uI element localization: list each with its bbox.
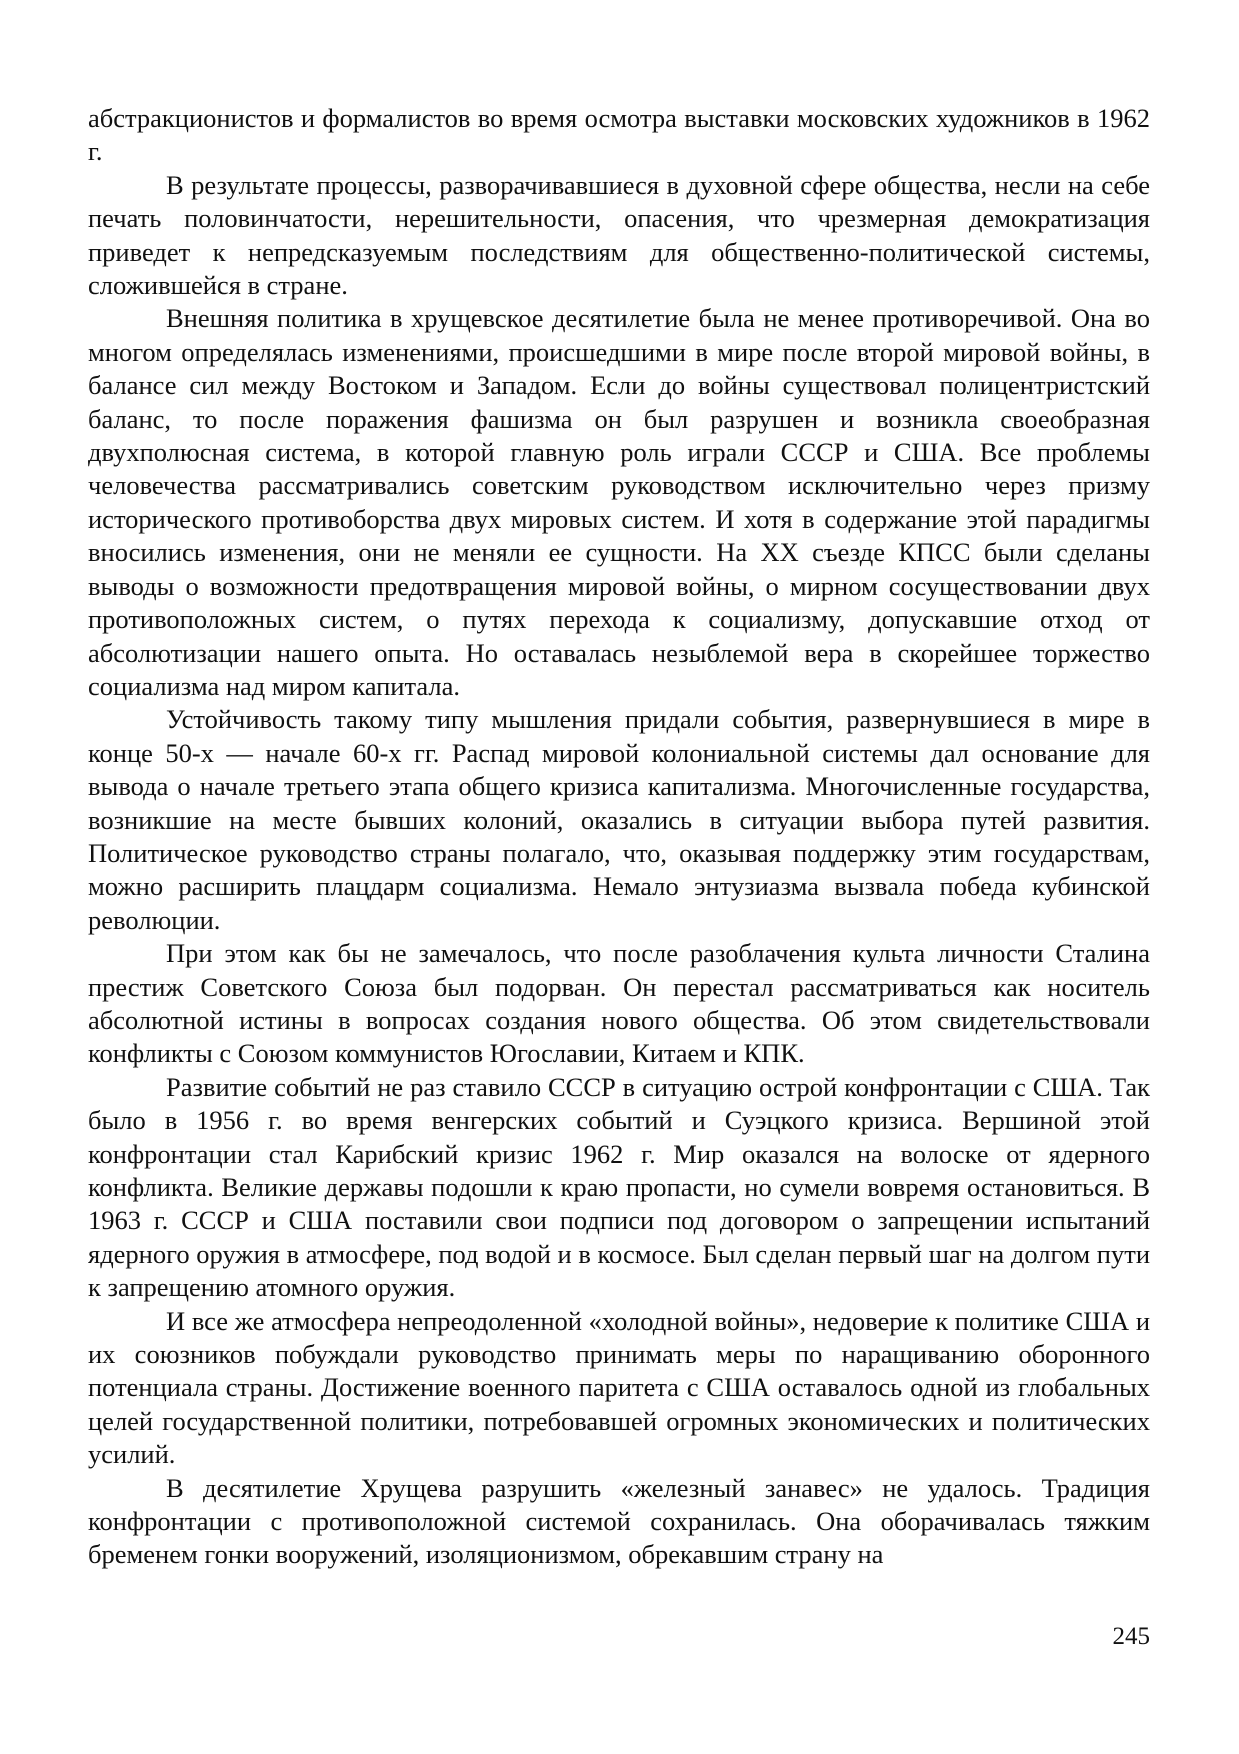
page-number: 245	[1112, 1623, 1150, 1650]
paragraph-1: абстракционистов и формалистов во время осмотра выставки московских художников в 1962 г.	[88, 103, 1150, 167]
paragraph-4: Устойчивость такому типу мышления придали события, развернувшиеся в мире в конце 50-х — начале 60-х гг. Распад мировой колониальной системы дал основание для вывода о начале третьего этапа общего кризиса капитализма. Многочисленные государства, возникшие на месте бывших колоний, оказались в ситуации выбора путей развития. Политическое руководство страны полагало, что, оказывая поддержку этим государствам, можно расширить плацдарм социализма. Немало энтузиазма вызвала победа кубинской революции.	[88, 704, 1150, 935]
paragraph-3: Внешняя политика в хрущевское десятилетие была не менее противоречивой. Она во многом определялась изменениями, происшедшими в мире после второй мировой войны, в балансе сил между Востоком и Западом. Если до войны существовал полицентристский баланс, то после поражения фашизма он был разрушен и возникла своеобразная двухполюсная система, в которой главную роль играли СССР и США. Все проблемы человечества рассматривались советским руководством исключительно через призму исторического противоборства двух мировых систем. И хотя в содержание этой парадигмы вносились изменения, они не меняли ее сущности. На XX съезде КПСС были сделаны выводы о возможности предотвращения мировой войны, о мирном сосуществовании двух противоположных систем, о путях перехода к социализму, допускавшие отход от абсолютизации нашего опыта. Но оставалась незыблемой вера в скорейшее торжество социализма над миром капитала.	[88, 303, 1150, 701]
paragraph-2: В результате процессы, разворачивавшиеся в духовной сфере общества, несли на себе печать половинчатости, нерешительности, опасения, что чрезмерная демократизация приведет к непредсказуемым последствиям для общественно-политической системы, сложившейся в стране.	[88, 169, 1150, 301]
paragraph-8: В десятилетие Хрущева разрушить «железный занавес» не удалось. Традиция конфронтации с противоположной системой сохранилась. Она оборачивалась тяжким бременем гонки вооружений, изоляционизмом, обрекавшим страну на	[88, 1472, 1150, 1570]
paragraph-6: Развитие событий не раз ставило СССР в ситуацию острой конфронтации с США. Так было в 1956 г. во время венгерских событий и Суэцкого кризиса. Вершиной этой конфронтации стал Карибский кризис 1962 г. Мир оказался на волоске от ядерного конфликта. Великие державы подошли к краю пропасти, но сумели вовремя остановиться. В 1963 г. СССР и США поставили свои подписи под договором о запрещении испытаний ядерного оружия в атмосфере, под водой и в космосе. Был сделан первый шаг на долгом пути к запрещению атомного оружия.	[88, 1071, 1150, 1303]
paragraph-7: И все же атмосфера непреодоленной «холодной войны», недоверие к политике США и их союзников побуждали руководство принимать меры по наращиванию оборонного потенциала страны. Достижение военного паритета с США оставалось одной из глобальных целей государственной политики, потребовавшей огромных экономических и политических усилий.	[88, 1305, 1150, 1470]
page-body	[88, 102, 1150, 1572]
paragraph-5: При этом как бы не замечалось, что после разоблачения культа личности Сталина престиж Советского Союза был подорван. Он перестал рассматриваться как носитель абсолютной истины в вопросах создания нового общества. Об этом свидетельствовали конфликты с Союзом коммунистов Югославии, Китаем и КПК.	[88, 938, 1150, 1069]
